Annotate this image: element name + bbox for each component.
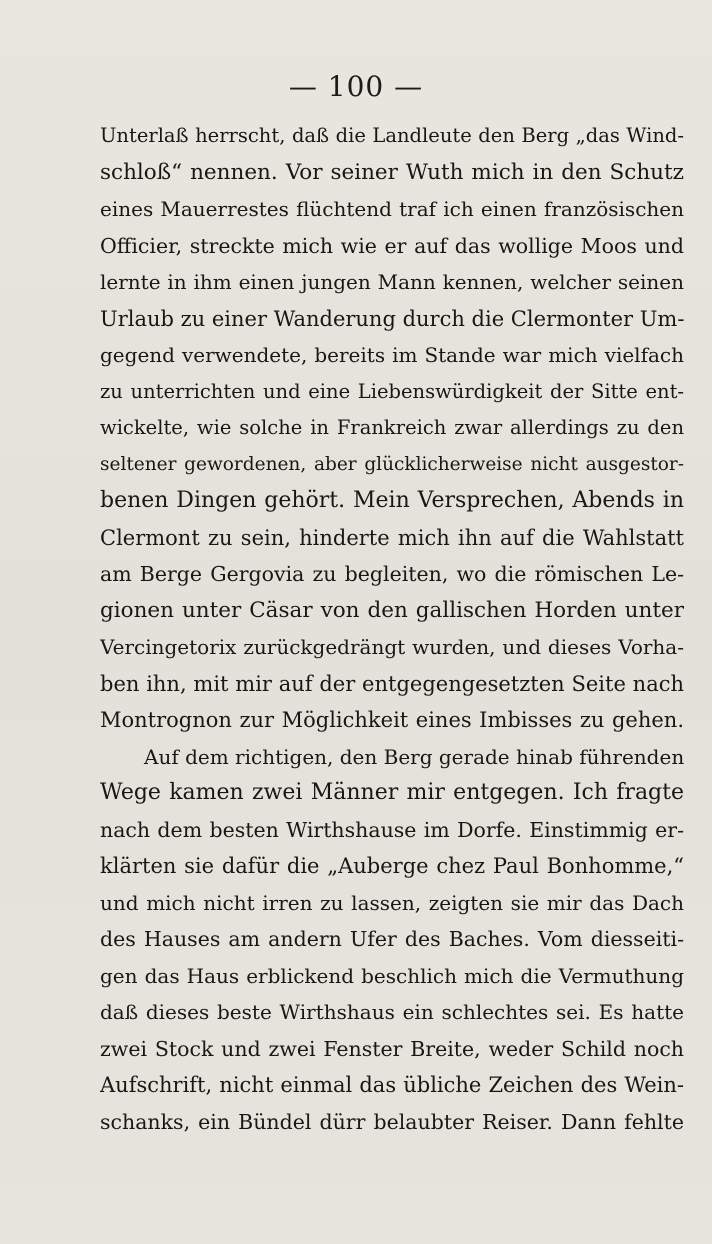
- text-line: daß dieses beste Wirthshaus ein schlechtes sei. Es hatte: [100, 1000, 684, 1024]
- text-line: benen Dingen gehört. Mein Versprechen, Abends in: [100, 488, 684, 513]
- text-line: schloß“ nennen. Vor seiner Wuth mich in den Schutz: [100, 159, 684, 185]
- text-line: gegend verwendete, bereits im Stande war mich vielfach: [100, 343, 684, 367]
- text-line: am Berge Gergovia zu begleiten, wo die römischen Le-: [100, 562, 684, 586]
- body-text: [100, 118, 684, 1140]
- text-line: ben ihn, mit mir auf der entgegengesetzten Seite nach: [100, 671, 684, 696]
- text-line: Unterlaß herrscht, daß die Landleute den Berg „das Wind-: [100, 124, 684, 147]
- text-line: Clermont zu sein, hinderte mich ihn auf die Wahlstatt: [100, 525, 684, 550]
- text-line: zwei Stock und zwei Fenster Breite, weder Schild noch: [100, 1036, 684, 1061]
- text-line: gionen unter Cäsar von den gallischen Horden unter: [100, 597, 684, 623]
- text-line: Montrognon zur Möglichkeit eines Imbisses zu gehen.: [100, 708, 684, 732]
- text-line: Vercingetorix zurückgedrängt wurden, und dieses Vorha-: [100, 635, 684, 659]
- text-line: Wege kamen zwei Männer mir entgegen. Ich fragte: [100, 780, 684, 805]
- text-line: gen das Haus erblickend beschlich mich die Vermuthung: [100, 963, 684, 988]
- text-line: des Hauses am andern Ufer des Baches. Vom diesseiti-: [100, 927, 684, 951]
- text-line: seltener gewordenen, aber glücklicherweise nicht ausgestor-: [100, 453, 684, 475]
- text-line: und mich nicht irren zu lassen, zeigten sie mir das Dach: [100, 890, 684, 915]
- text-line: Urlaub zu einer Wanderung durch die Clermonter Um-: [100, 306, 684, 331]
- text-line: eines Mauerrestes flüchtend traf ich einen französischen: [100, 197, 684, 221]
- text-line: schanks, ein Bündel dürr belaubter Reiser. Dann fehlte: [100, 1109, 684, 1134]
- text-line: Officier, streckte mich wie er auf das wollige Moos und: [100, 233, 684, 258]
- text-line: nach dem besten Wirthshause im Dorfe. Einstimmig er-: [100, 817, 684, 842]
- page-number: — 100 —: [288, 70, 424, 103]
- text-line: Auf dem richtigen, den Berg gerade hinab führenden: [144, 744, 684, 769]
- text-line: wickelte, wie solche in Frankreich zwar allerdings zu den: [100, 416, 684, 439]
- text-line: lernte in ihm einen jungen Mann kennen, welcher seinen: [100, 270, 684, 294]
- text-line: zu unterrichten und eine Liebenswürdigkeit der Sitte ent-: [100, 379, 684, 403]
- text-line: klärten sie dafür die „Auberge chez Paul Bonhomme,“: [100, 854, 684, 878]
- text-line: Aufschrift, nicht einmal das übliche Zeichen des Wein-: [100, 1073, 684, 1097]
